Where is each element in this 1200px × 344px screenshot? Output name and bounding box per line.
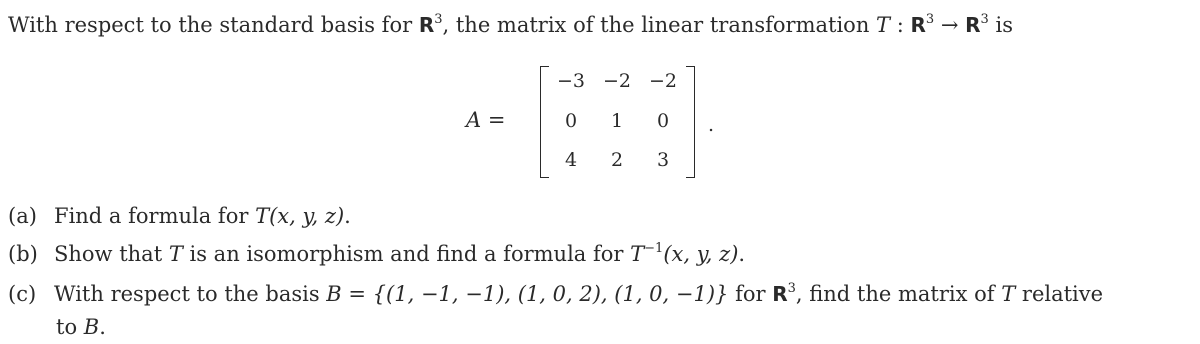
- part-c-text-4: relative: [1015, 282, 1104, 306]
- problem-intro: [8, 12, 1013, 37]
- exponent: 3: [434, 12, 443, 27]
- matrix-cell: 1: [610, 110, 624, 132]
- part-b: [8, 241, 746, 266]
- part-a-text: Find a formula for: [54, 204, 256, 228]
- reals-symbol: R: [910, 13, 926, 37]
- matrix-period: .: [708, 114, 715, 136]
- matrix-cell: 3: [656, 149, 670, 171]
- transformation-symbol: T: [168, 242, 183, 266]
- part-c-continuation: [56, 317, 106, 338]
- exponent: 3: [925, 12, 935, 27]
- exponent: 3: [787, 281, 796, 296]
- part-a-formula: T(x, y, z): [255, 204, 345, 228]
- part-c-text-2: for: [728, 282, 773, 306]
- matrix-cell: −2: [648, 70, 677, 92]
- transformation-symbol: T: [1001, 282, 1016, 306]
- exponent: 3: [980, 12, 989, 27]
- transformation-symbol: T: [876, 13, 891, 37]
- matrix-cell: 0: [656, 110, 670, 132]
- reals-symbol: R: [965, 13, 981, 37]
- matrix-cell: 0: [564, 110, 578, 132]
- matrix-cell: −2: [602, 70, 631, 92]
- basis-symbol: B: [83, 315, 100, 339]
- part-b-args: (x, y, z): [663, 242, 739, 266]
- part-c-text-3: , find the matrix of: [795, 282, 1002, 306]
- part-c-tag: (c): [8, 282, 37, 306]
- part-a-end: .: [344, 204, 351, 228]
- intro-text-1: With respect to the standard basis for: [8, 13, 419, 37]
- reals-symbol: R: [772, 282, 788, 306]
- intro-text-2: , the matrix of the linear transformation: [442, 13, 877, 37]
- matrix-equation: [460, 62, 740, 182]
- inverse-transformation-symbol: T: [630, 242, 645, 266]
- inverse-exponent: −1: [644, 241, 664, 256]
- matrix-cell: 4: [564, 149, 578, 171]
- part-b-text-2: is an isomorphism and find a formula for: [182, 242, 631, 266]
- part-b-text-1: Show that: [54, 242, 169, 266]
- matrix-cell: 2: [610, 149, 624, 171]
- part-a: [8, 206, 351, 227]
- basis-definition: B = {(1, −1, −1), (1, 0, 2), (1, 0, −1)}: [326, 282, 729, 306]
- intro-colon: :: [890, 13, 911, 37]
- arrow-symbol: →: [934, 13, 966, 37]
- part-c-continuation-text: to: [56, 315, 84, 339]
- matrix-cell: −3: [556, 70, 585, 92]
- reals-symbol: R: [418, 13, 435, 37]
- part-b-tag: (b): [8, 242, 38, 266]
- part-a-tag: (a): [8, 204, 37, 228]
- part-c-end: .: [99, 315, 106, 339]
- matrix-label: A =: [466, 108, 506, 132]
- part-b-end: .: [738, 242, 746, 266]
- intro-text-4: is: [988, 13, 1013, 37]
- part-c-text-1: With respect to the basis: [54, 282, 327, 306]
- right-bracket: [686, 66, 695, 178]
- part-c: [8, 281, 1104, 306]
